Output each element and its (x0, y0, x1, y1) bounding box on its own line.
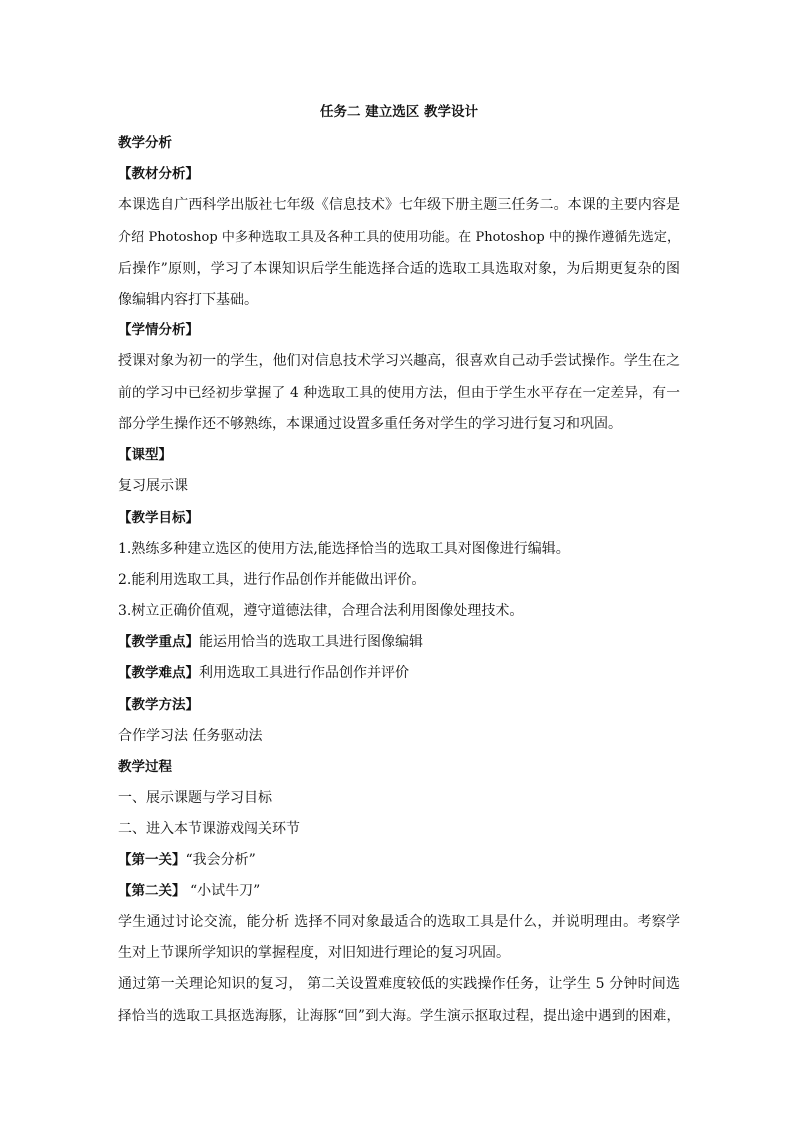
heading-student-analysis: 【学情分析】 (118, 322, 199, 338)
difficulty-text: 利用选取工具进行作品创作并评价 (199, 665, 409, 681)
level-one-label: 【第一关】 (118, 852, 186, 868)
key-point-text: 能运用恰当的选取工具进行图像编辑 (199, 634, 423, 650)
heading-lesson-type: 【课型】 (118, 447, 172, 463)
lesson-type-text: 复习展示课 (118, 478, 188, 494)
section-heading-analysis: 教学分析 (118, 135, 172, 151)
paragraph-line: 前的学习中已经初步掌握了 4 种选取工具的使用方法，但由于学生水平存在一定差异，有一 (118, 385, 680, 401)
level-two-label: 【第二关】 (118, 883, 186, 899)
process-step: 一、展示课题与学习目标 (118, 790, 272, 806)
heading-teaching-method: 【教学方法】 (118, 697, 199, 713)
key-point-line (118, 633, 680, 651)
level-two-text: “小试牛刀” (185, 883, 261, 899)
goal-item: 2.能利用选取工具，进行作品创作并能做出评价。 (118, 572, 426, 588)
paragraph-line: 后操作”原则，学习了本课知识后学生能选择合适的选取工具选取对象，为后期更复杂的图 (118, 261, 680, 277)
paragraph-line: 择恰当的选取工具抠选海豚，让海豚“回”到大海。学生演示抠取过程，提出途中遇到的困难， (118, 1008, 680, 1024)
difficulty-label: 【教学难点】 (118, 665, 199, 681)
paragraph-line: 通过第一关理论知识的复习， 第二关设置难度较低的实践操作任务，让学生 5 分钟时间选 (118, 976, 680, 992)
heading-teaching-goals: 【教学目标】 (118, 510, 199, 526)
heading-textbook-analysis: 【教材分析】 (118, 166, 199, 182)
page-title: 任务二 建立选区 教学设计 (320, 104, 478, 120)
paragraph-line: 本课选自广西科学出版社七年级《信息技术》七年级下册主题三任务二。本课的主要内容是 (118, 197, 680, 213)
process-step: 二、进入本节课游戏闯关环节 (118, 821, 300, 837)
paragraph-line: 生对上节课所学知识的掌握程度，对旧知进行理论的复习巩固。 (118, 945, 510, 961)
level-two-line (118, 882, 680, 900)
teaching-method-text: 合作学习法 任务驱动法 (118, 728, 263, 744)
paragraph-line: 像编辑内容打下基础。 (118, 292, 258, 308)
paragraph-line: 授课对象为初一的学生，他们对信息技术学习兴趣高，很喜欢自己动手尝试操作。学生在之 (118, 353, 680, 369)
difficulty-line (118, 664, 680, 682)
level-one-line (118, 851, 680, 869)
key-point-label: 【教学重点】 (118, 634, 199, 650)
paragraph-line: 介绍 Photoshop 中多种选取工具及各种工具的使用功能。在 Photoshop 中的操作遵循先选定， (118, 230, 680, 245)
goal-item: 3.树立正确价值观，遵守道德法律，合理合法利用图像处理技术。 (118, 603, 524, 619)
paragraph-line: 部分学生操作还不够熟练，本课通过设置多重任务对学生的学习进行复习和巩固。 (118, 416, 622, 432)
section-heading-process: 教学过程 (118, 759, 172, 775)
level-one-text: “我会分析” (185, 852, 256, 868)
paragraph-line: 学生通过讨论交流，能分析 选择不同对象最适合的选取工具是什么，并说明理由。考察学 (118, 914, 680, 930)
goal-item: 1.熟练多种建立选区的使用方法,能选择恰当的选取工具对图像进行编辑。 (118, 541, 570, 557)
